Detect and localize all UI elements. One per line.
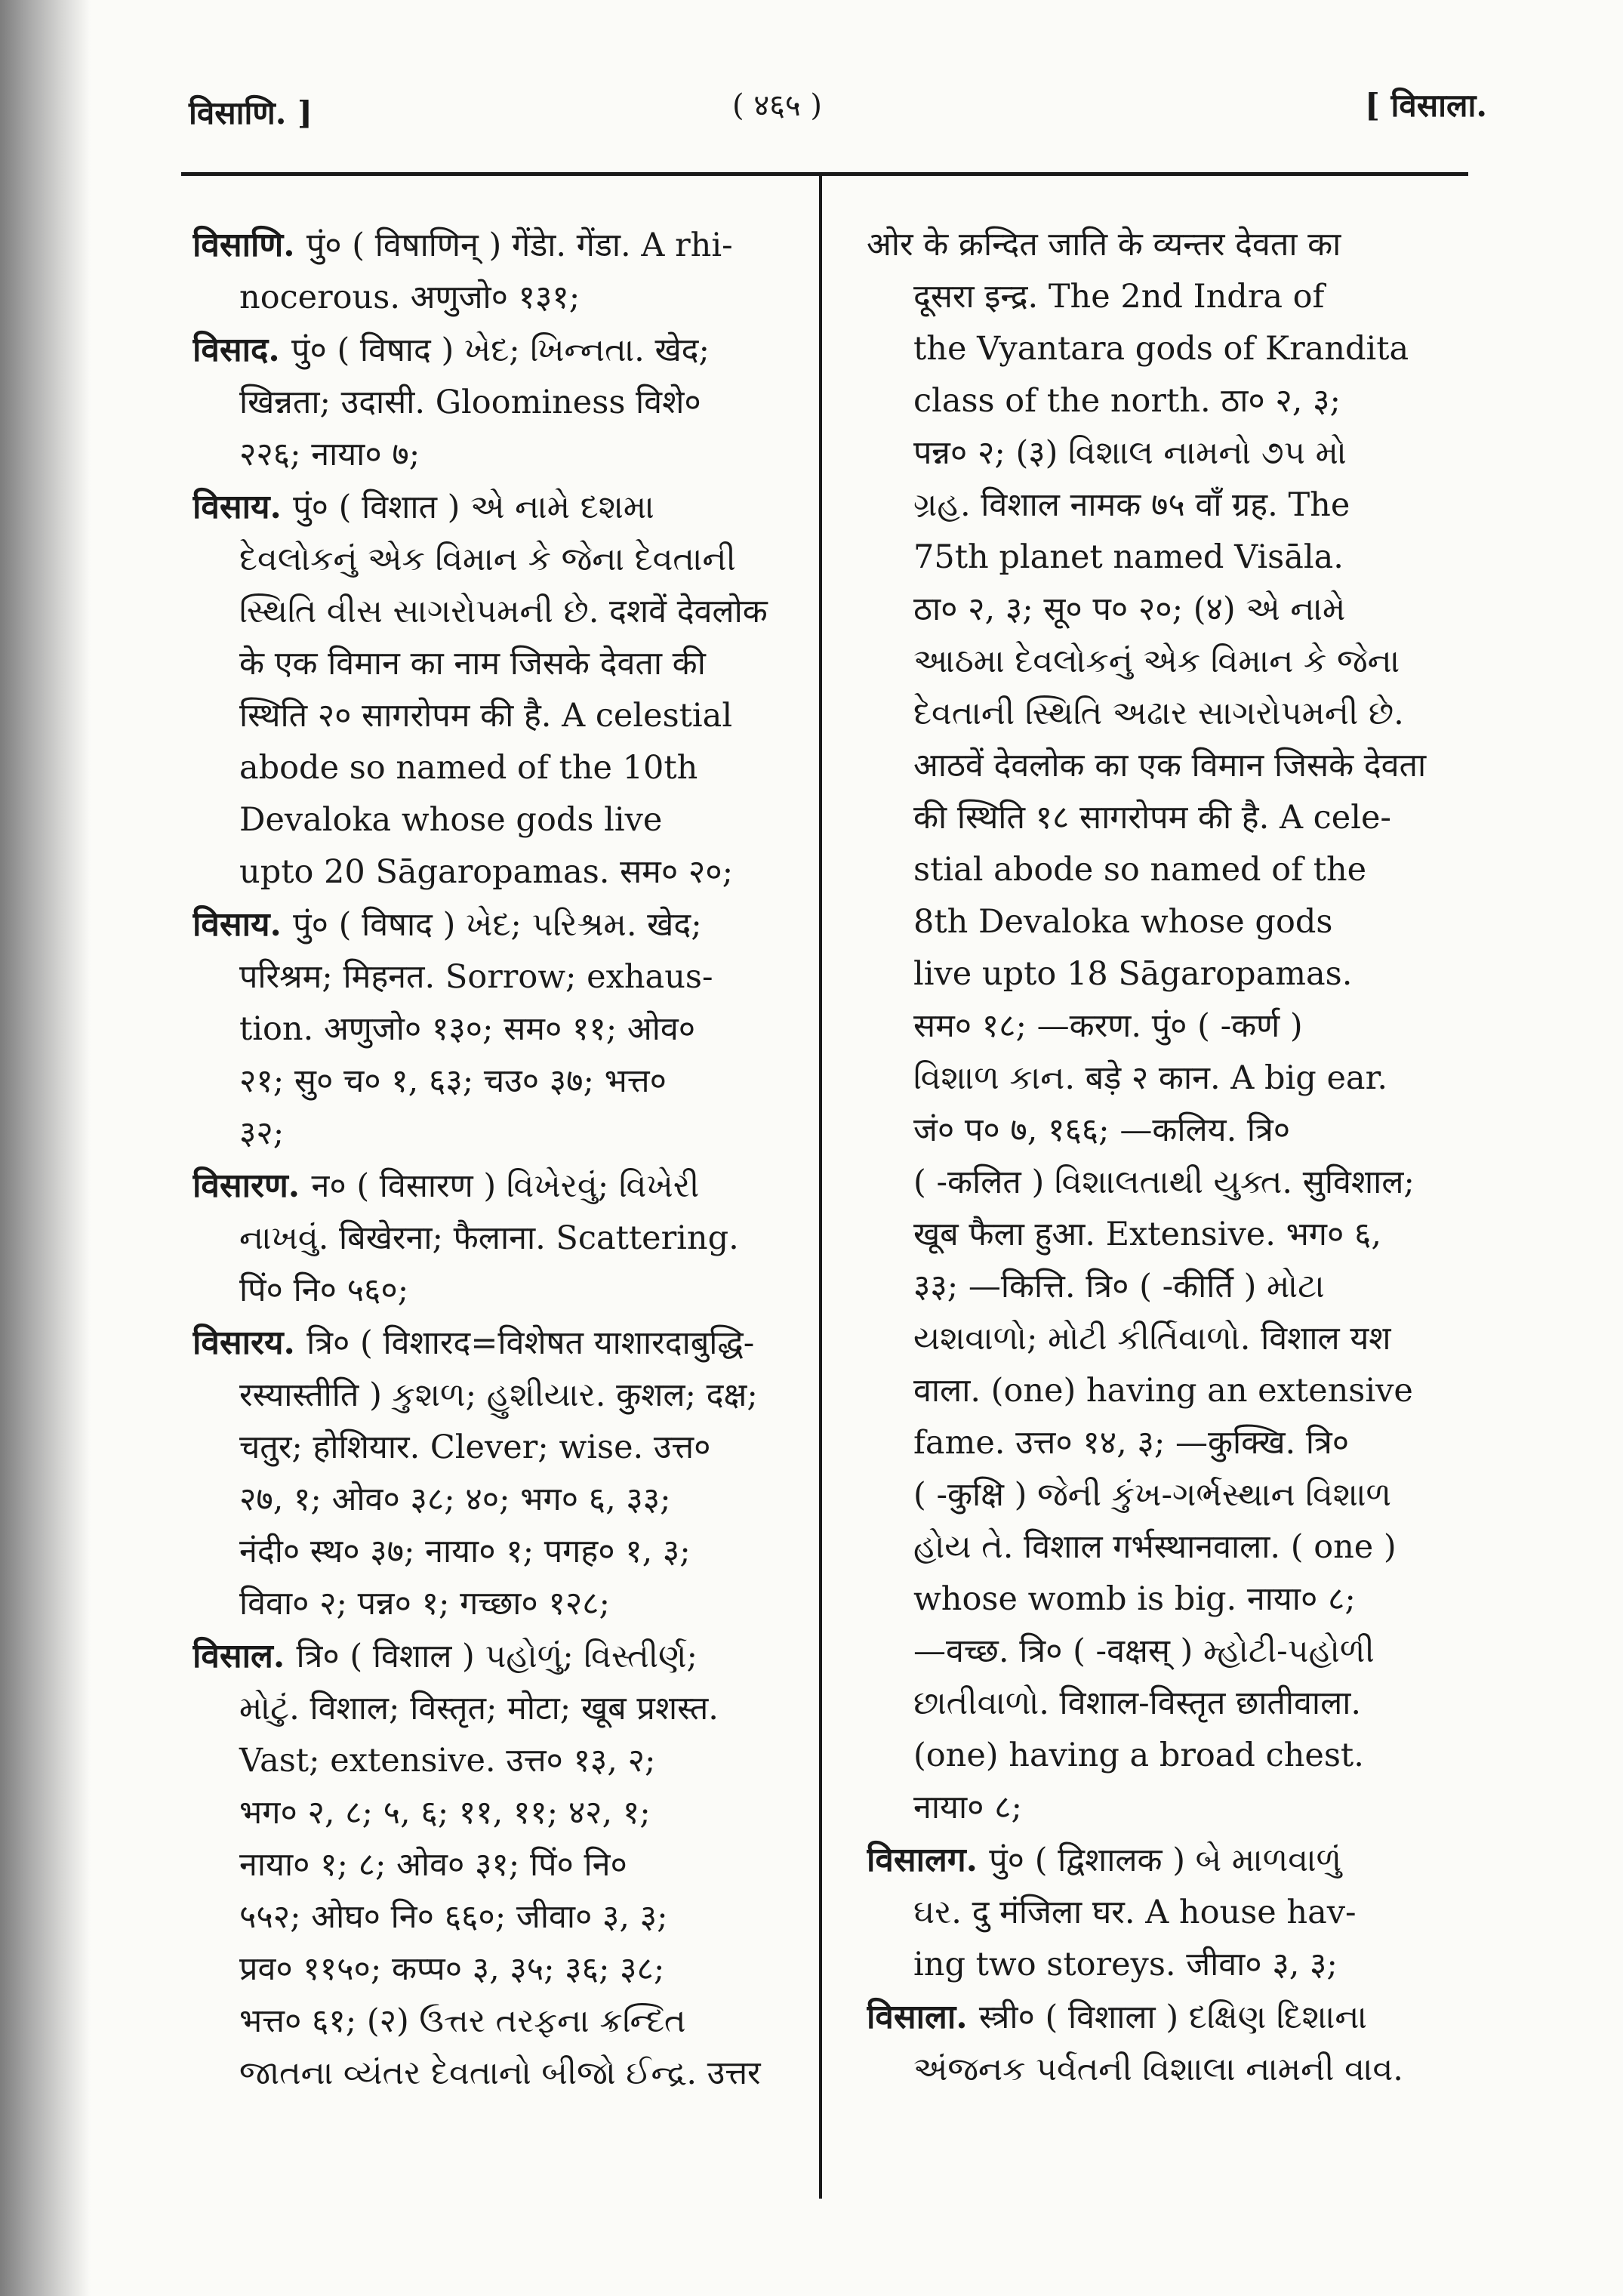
- entry-line: [867, 1313, 1471, 1365]
- entry-text: २७, १; ओव० ३८; ४०; भग० ६, ३३;: [239, 1481, 671, 1518]
- entry-line: [867, 1105, 1471, 1157]
- headword: विसाद.: [192, 331, 292, 369]
- entry-line: [192, 1787, 796, 1839]
- headword: विसाला.: [867, 1998, 979, 2036]
- entry-line: [192, 1683, 796, 1735]
- entry-line: [867, 1782, 1471, 1834]
- entry-text: હોય તે. विशाल गर्भस्थानवाला. ( one ): [913, 1528, 1397, 1566]
- entry-text: વિશાળ કાન. बड़े २ कान. A big ear.: [913, 1059, 1388, 1097]
- dictionary-entry: [867, 1991, 1471, 2096]
- entry-line: [192, 1630, 796, 1683]
- dictionary-entry: [192, 481, 796, 898]
- entry-line: [867, 1469, 1471, 1521]
- entry-line: [867, 427, 1471, 479]
- entry-line: [867, 896, 1471, 948]
- entry-text: २१; सु० च० १, ६३; चउ० ३७; भत्त०: [239, 1062, 667, 1100]
- dictionary-entry: [192, 898, 796, 1160]
- entry-line: [192, 219, 796, 272]
- entry-line: [867, 479, 1471, 532]
- entry-text: पुं० ( द्विशालक ) બે માળવાળું: [989, 1841, 1342, 1879]
- page-number: ( ४६५ ): [732, 88, 823, 123]
- entry-line: [867, 532, 1471, 584]
- entry-line: [192, 1213, 796, 1265]
- entry-text: ( -कुक्षि ) જેની કુંખ-ગર્ભસ્થાન વિશાળ: [913, 1476, 1392, 1514]
- entry-text: the Vyantara gods of Krandita: [913, 330, 1409, 368]
- dictionary-entry: [867, 1834, 1471, 1991]
- entry-text: सम० १८; —करण. पुं० ( -कर्ण ): [913, 1007, 1303, 1045]
- entry-text: पुं० ( विषाद ) ખેદ; પરિશ્રમ. खेद;: [293, 906, 702, 944]
- headword: विसाणि.: [192, 226, 306, 264]
- entry-line: [867, 1573, 1471, 1626]
- header-left-guide-word: विसाणि. ]: [189, 94, 313, 131]
- entry-line: [867, 584, 1471, 636]
- entry-text: नाया० ८;: [913, 1789, 1022, 1826]
- entry-line: [867, 1991, 1471, 2044]
- entry-text: upto 20 Sāgaropamas. सम० २०;: [239, 853, 734, 891]
- entry-line: [192, 1265, 796, 1317]
- entry-text: खिन्नता; उदासी. Gloominess विशे०: [239, 384, 701, 421]
- entry-text: Vast; extensive. उत्त० १३, २;: [239, 1742, 656, 1780]
- entry-line: [867, 1939, 1471, 1991]
- entry-text: ठा० २, ३; सू० प० २०; (४) એ નામે: [913, 590, 1346, 628]
- entry-line: [867, 792, 1471, 844]
- entry-text: वाला. (one) having an extensive: [913, 1372, 1413, 1410]
- entry-line: [192, 481, 796, 534]
- entry-text: त्रि० ( विशाल ) પહોળું; વિસ્તીર્ણ;: [296, 1638, 698, 1675]
- headword: विसाय.: [192, 488, 294, 526]
- entry-line: [192, 1056, 796, 1108]
- entry-line: [867, 844, 1471, 896]
- entry-line: [192, 1160, 796, 1213]
- entry-text: प्रव० ११५०; कप्प० ३, ३५; ३६; ३८;: [239, 1950, 665, 1988]
- entry-text: चतुर; होशियार. Clever; wise. उत्त०: [239, 1428, 711, 1466]
- entry-line: [192, 1526, 796, 1578]
- entry-line: [867, 1887, 1471, 1939]
- entry-line: [192, 534, 796, 586]
- entry-line: [867, 219, 1471, 271]
- entry-text: અંજનક પર્વતની વિશાલા નામની વાવ.: [913, 2051, 1403, 2088]
- left-column: [192, 219, 796, 2100]
- header-right-guide-word: [ विसाला.: [1365, 87, 1487, 124]
- entry-line: [192, 1891, 796, 1943]
- entry-text: न० ( विसारण ) વિખેરવું; વિખેરી: [311, 1167, 700, 1205]
- entry-text: છાતીવાળો. विशाल-विस्तृत छातीवाला.: [913, 1684, 1362, 1722]
- headword: विसाल.: [192, 1637, 297, 1675]
- entry-text: whose womb is big. नाया० ८;: [913, 1580, 1356, 1618]
- entry-text: ओर के क्रन्दित जाति के व्यन्तर देवता का: [867, 226, 1341, 264]
- entry-text: દેવતાની સ્થિતિ અઢાર સાગરોપમની છે.: [913, 695, 1404, 732]
- entry-text: નાખવું. बिखेरना; फैलाना. Scattering.: [239, 1219, 739, 1257]
- entry-text: पुं० ( विशात ) એ નામે દશમા: [293, 488, 654, 526]
- entry-text: पिं० नि० ५६०;: [239, 1271, 409, 1309]
- entry-text: दूसरा इन्द्र. The 2nd Indra of: [913, 278, 1325, 316]
- entry-line: [867, 375, 1471, 427]
- entry-line: [192, 951, 796, 1003]
- entry-line: [867, 1209, 1471, 1261]
- dictionary-entry: [192, 1630, 796, 2100]
- entry-text: के एक विमान का नाम जिसके देवता की: [239, 645, 706, 683]
- page-header: [189, 83, 1487, 143]
- entry-text: खूब फैला हुआ. Extensive. भग० ६,: [913, 1216, 1382, 1253]
- entry-text: स्थिति २० सागरोपम की है. A celestial: [239, 697, 733, 735]
- entry-text: विवा० २; पन्न० १; गच्छा० १२८;: [239, 1585, 611, 1623]
- entry-line: [867, 1834, 1471, 1887]
- entry-text: स्त्री० ( विशाला ) દક્ષિણ દિશાના: [978, 1999, 1367, 2036]
- entry-text: આઠમા દેવલોકનું એક વિમાન કે જેના: [913, 643, 1400, 680]
- entry-text: tion. अणुजो० १३०; सम० ११; ओव०: [239, 1010, 696, 1048]
- entry-text: त्रि० ( विशारद=विशेषत याशारदाबुद्धि-: [306, 1324, 755, 1362]
- entry-text: पुं० ( विषाणिन् ) गेंडेा. गेंडा. A rhi-: [306, 227, 733, 264]
- entry-text: fame. उत्त० १४, ३; —कुक्खि. त्रि०: [913, 1424, 1350, 1462]
- entry-text: २२६; नाया० ७;: [239, 436, 420, 473]
- entry-line: [192, 377, 796, 429]
- headword: विसाय.: [192, 905, 294, 944]
- entry-text: रस्यास्तीति ) કુશળ; હુશીયાર. कुशल; दक्ष;: [239, 1376, 758, 1414]
- entry-text: भग० २, ८; ५, ६; ११, ११; ४२, १;: [239, 1794, 651, 1832]
- entry-text: पुं० ( विषाद ) ખેદ; ખિન્નતા. खेद;: [291, 331, 710, 369]
- entry-line: [867, 636, 1471, 688]
- entry-line: [867, 1730, 1471, 1782]
- dictionary-entry: [192, 219, 796, 324]
- entry-text: stial abode so named of the: [913, 851, 1367, 889]
- entry-text: ३३; —कित्ति. त्रि० ( -कीर्ति ) મોટા: [913, 1268, 1325, 1305]
- entry-text: abode so named of the 10th: [239, 749, 698, 787]
- entry-line: [192, 638, 796, 690]
- entry-text: સ્થિતિ વીસ સાગરોપમની છે. दशवें देवलोक: [239, 593, 768, 630]
- entry-line: [867, 948, 1471, 1000]
- entry-line: [867, 688, 1471, 740]
- entry-line: [867, 1678, 1471, 1730]
- column-divider: [819, 175, 822, 2199]
- entry-line: [867, 1157, 1471, 1209]
- entry-line: [192, 794, 796, 846]
- entry-line: [192, 898, 796, 951]
- entry-line: [867, 1261, 1471, 1313]
- entry-text: ५५२; ओघ० नि० ६६०; जीवा० ३, ३;: [239, 1898, 668, 1936]
- entry-text: —वच्छ. त्रि० ( -वक्षस् ) મ્હોટી-પહોળી: [913, 1632, 1375, 1670]
- entry-line: [192, 324, 796, 377]
- entry-text: ३२;: [239, 1114, 285, 1152]
- entry-line: [867, 271, 1471, 323]
- entry-line: [867, 1626, 1471, 1678]
- entry-text: नंदी० स्थ० ३७; नाया० १; पगह० १, ३;: [239, 1533, 691, 1570]
- entry-text: परिश्रम; मिहनत. Sorrow; exhaus-: [239, 958, 713, 996]
- entry-line: [867, 2044, 1471, 2096]
- entry-text: नाया० १; ८; ओव० ३१; पिं० नि०: [239, 1846, 627, 1884]
- dictionary-entry: [867, 219, 1471, 1834]
- entry-line: [192, 2048, 796, 2100]
- dictionary-entry: [192, 1160, 796, 1317]
- entry-line: [192, 1317, 796, 1370]
- entry-line: [192, 1474, 796, 1526]
- entry-text: ગ્રહ. विशाल नामक ७५ वाँ ग्रह. The: [913, 486, 1350, 524]
- entry-line: [192, 1943, 796, 1996]
- entry-line: [867, 1417, 1471, 1469]
- entry-text: की स्थिति १८ सागरोपम की है. A cele-: [913, 799, 1391, 837]
- entry-line: [192, 1108, 796, 1160]
- entry-line: [192, 846, 796, 898]
- entry-line: [192, 1996, 796, 2048]
- entry-text: ( -कलित ) વિશાલતાથી યુક્ત. सुविशाल;: [913, 1163, 1415, 1201]
- entry-line: [192, 1735, 796, 1787]
- entry-text: पन्न० २; (३) વિશાલ નામનો ૭૫ મો: [913, 434, 1347, 472]
- entry-line: [867, 740, 1471, 792]
- entry-text: ઘર. दु मंजिला घर. A house hav-: [913, 1894, 1357, 1931]
- entry-line: [867, 1000, 1471, 1052]
- entry-text: आठवें देवलोक का एक विमान जिसके देवता: [913, 747, 1427, 784]
- entry-line: [192, 1839, 796, 1891]
- entry-text: class of the north. ठा० २, ३;: [913, 382, 1341, 420]
- entry-line: [192, 1422, 796, 1474]
- entry-line: [867, 323, 1471, 375]
- scan-shadow: [0, 0, 91, 2296]
- header-rule: [181, 172, 1468, 176]
- entry-text: 75th planet named Visāla.: [913, 538, 1344, 576]
- entry-line: [192, 1003, 796, 1056]
- entry-text: live upto 18 Sāgaropamas.: [913, 955, 1353, 993]
- entry-line: [192, 1578, 796, 1630]
- entry-line: [192, 1370, 796, 1422]
- entry-text: યશવાળો; મોટી કીર્તિવાળો. विशाल यश: [913, 1320, 1391, 1358]
- entry-line: [192, 272, 796, 324]
- entry-text: દેવલોકનું એક વિમાન કે જેના દેવતાની: [239, 541, 736, 578]
- right-column: [867, 219, 1471, 2096]
- entry-line: [192, 586, 796, 638]
- entry-text: भत्त० ६१; (२) ઉત્તર તરફના ક્રન્દિત: [239, 2002, 686, 2040]
- entry-line: [192, 690, 796, 742]
- entry-line: [867, 1521, 1471, 1573]
- entry-line: [867, 1365, 1471, 1417]
- entry-text: (one) having a broad chest.: [913, 1737, 1364, 1774]
- entry-text: जं० प० ७, १६६; —कलिय. त्रि०: [913, 1111, 1291, 1149]
- headword: विसारण.: [192, 1166, 312, 1205]
- entry-text: જાતના વ્યંતર દેવતાનો બીજો ઈન્દ્ર. उत्तर: [239, 2054, 761, 2092]
- entry-text: nocerous. अणुजो० १३१;: [239, 279, 581, 316]
- dictionary-entry: [192, 324, 796, 481]
- entry-text: 8th Devaloka whose gods: [913, 903, 1333, 941]
- entry-text: Devaloka whose gods live: [239, 801, 663, 839]
- entry-text: ing two storeys. जीवा० ३, ३;: [913, 1946, 1338, 1983]
- entry-line: [867, 1052, 1471, 1105]
- entry-line: [192, 742, 796, 794]
- dictionary-entry: [192, 1317, 796, 1630]
- entry-line: [192, 429, 796, 481]
- headword: विसारय.: [192, 1324, 307, 1362]
- entry-text: મોટું. विशाल; विस्तृत; मोटा; खूब प्रशस्त.: [239, 1690, 719, 1727]
- headword: विसालग.: [867, 1841, 990, 1879]
